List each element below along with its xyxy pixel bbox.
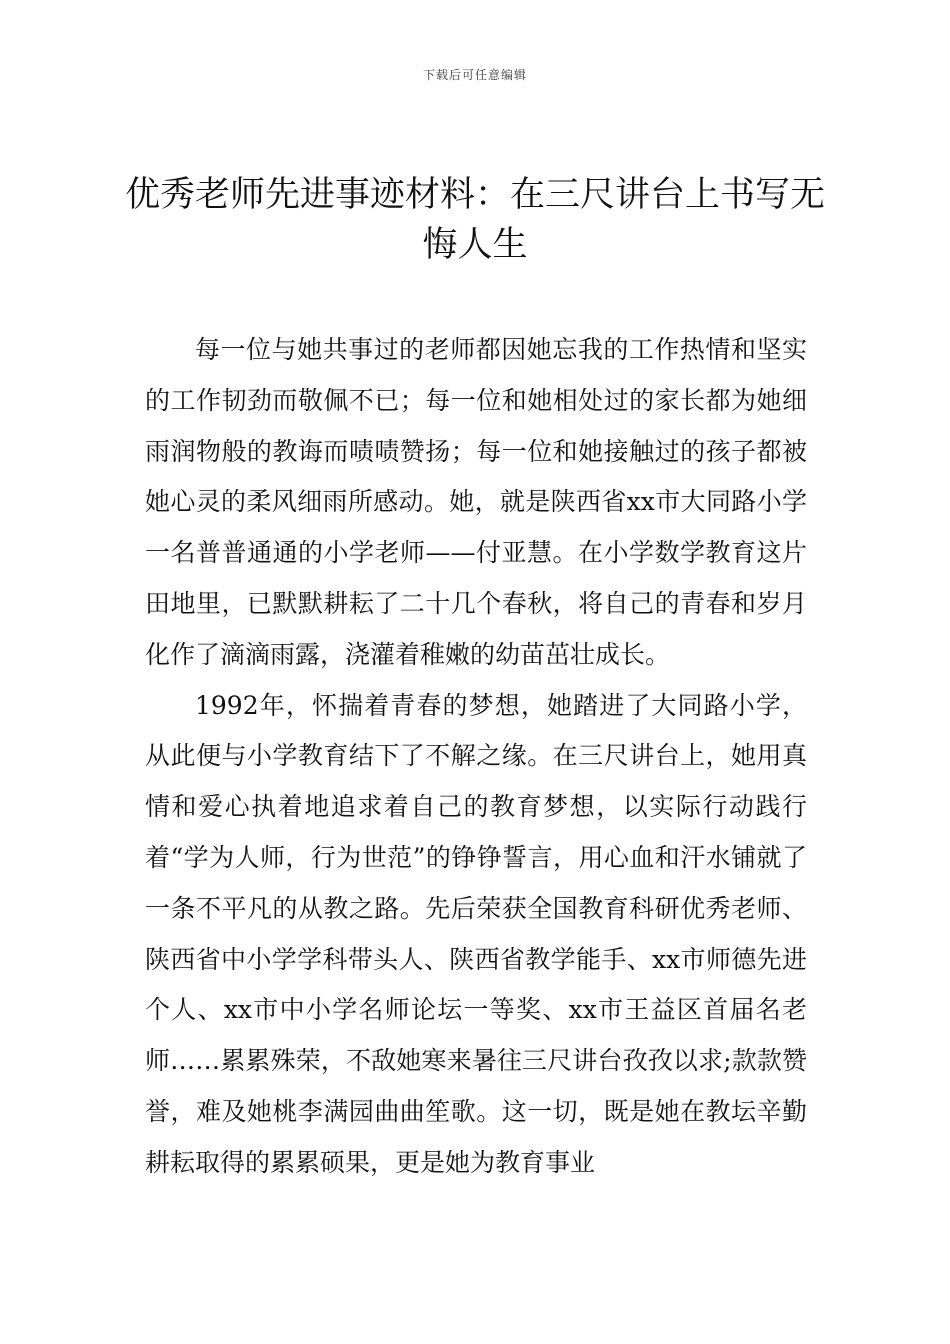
paragraph: 1992年，怀揣着青春的梦想，她踏进了大同路小学，从此便与小学教育结下了不解之缘。在三尺讲台上，她用真情和爱心执着地追求着自己的教育梦想，以实际行动践行着“学为人师，行为世范”的铮铮誓言，用心血和汗水铺就了一条不平凡的从教之路。先后荣获全国教育科研优秀老师、陕西省中小学学科带头人、陕西省教学能手、xx市师德先进个人、xx市中小学名师论坛一等奖、xx市王益区首届名老师……累累殊荣，不敌她寒来暑往三尺讲台孜孜以求;款款赞誉，难及她桃李满园曲曲笙歌。这一切，既是她在教坛辛勤耕耘取得的累累硕果，更是她为教育事业 xyxy=(145,690,807,1177)
document-title: 优秀老师先进事迹材料：在三尺讲台上书写无悔人生 xyxy=(124,175,825,265)
paragraph: 每一位与她共事过的老师都因她忘我的工作热情和坚实的工作韧劲而敬佩不已；每一位和她相处过的家长都为她细雨润物般的教诲而啧啧赞扬；每一位和她接触过的孩子都被她心灵的柔风细雨所感动。她，就是陕西省xx市大同路小学一名普普通通的小学老师——付亚慧。在小学数学教育这片田地里，已默默耕耘了二十几个春秋，将自己的青春和岁月化作了滴滴雨露，浇灌着稚嫩的幼苗茁壮成长。 xyxy=(145,335,807,669)
document-body xyxy=(145,325,807,1189)
header-note: 下载后可任意编辑 xyxy=(422,68,527,82)
